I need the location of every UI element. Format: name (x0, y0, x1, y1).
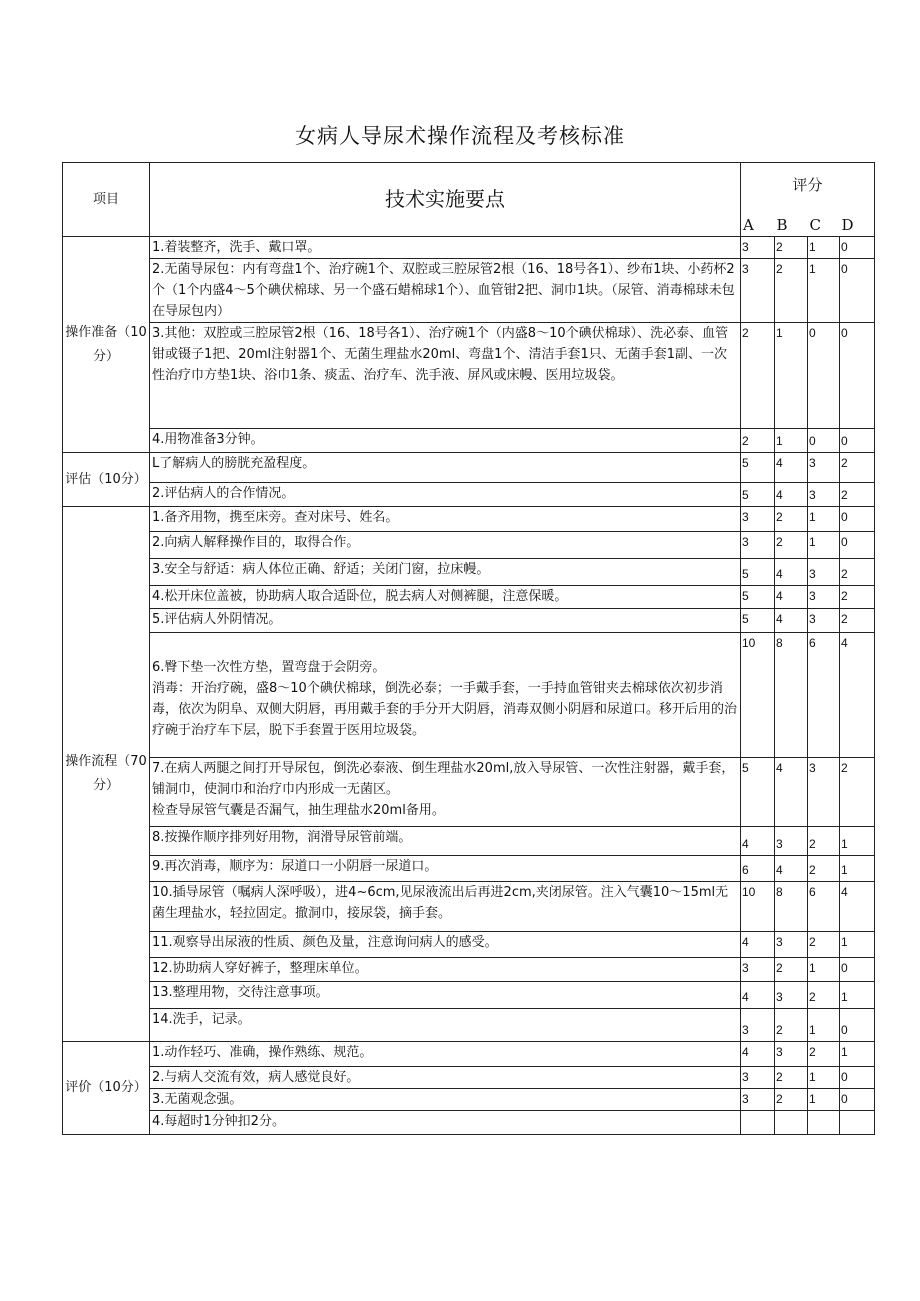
header-score: 评分 (741, 163, 875, 207)
header-item: 项目 (63, 163, 150, 237)
criteria-text (150, 1111, 741, 1135)
criteria-text (150, 856, 741, 882)
score-a: 3 (741, 259, 775, 323)
criteria-line: 3.无菌观念强。 (152, 1092, 243, 1107)
score-b: 2 (775, 507, 808, 532)
score-d: 1 (840, 982, 875, 1009)
score-c (808, 1111, 840, 1135)
score-d: 2 (840, 559, 875, 586)
score-c: 0 (808, 429, 840, 453)
criteria-line: 1.动作轻巧、准确，操作熟练、规范。 (152, 1045, 373, 1060)
section-name: 操作准备（10分） (63, 237, 150, 453)
grade-b: B (775, 207, 808, 237)
score-a: 5 (741, 559, 775, 586)
criteria-text (150, 323, 741, 429)
score-b: 2 (775, 958, 808, 982)
criteria-text (150, 1009, 741, 1042)
score-c: 3 (808, 586, 840, 609)
score-a: 5 (741, 609, 775, 633)
score-c: 6 (808, 633, 840, 758)
criteria-line: 12.协助病人穿好裤子，整理床单位。 (152, 961, 368, 976)
table-row (63, 982, 875, 1009)
table-row (63, 532, 875, 559)
table-row (63, 429, 875, 453)
grade-d: D (840, 207, 875, 237)
score-b: 1 (775, 429, 808, 453)
criteria-text (150, 932, 741, 958)
score-b: 2 (775, 1089, 808, 1111)
criteria-line: 7.在病人两腿之间打开导尿包，倒洗必泰液、倒生理盐水20ml,放入导尿管、一次性注射器，戴手套，铺洞巾，使洞巾和治疗巾内形成一无菌区。 (152, 761, 735, 797)
score-d: 2 (840, 758, 875, 827)
criteria-line: 4.每超时1分钟扣2分。 (152, 1114, 285, 1129)
criteria-line: 2.无菌导尿包：内有弯盘1个、治疗碗1个、双腔或三腔尿管2根（16、18号各1）、纱布1块、小药杯2个（1个内盛4～5个碘伏棉球、另一个盛石蜡棉球1个）、血管钳2把、洞巾1块。（尿管、消毒棉球未包在导尿包内） (152, 262, 735, 319)
score-b: 4 (775, 559, 808, 586)
score-a: 4 (741, 932, 775, 958)
assessment-table (62, 162, 875, 1135)
score-c: 2 (808, 1042, 840, 1067)
table-row (63, 856, 875, 882)
score-b: 2 (775, 1067, 808, 1089)
score-d: 1 (840, 827, 875, 856)
score-d: 0 (840, 532, 875, 559)
table-row (63, 1067, 875, 1089)
score-c: 3 (808, 609, 840, 633)
score-a: 3 (741, 1089, 775, 1111)
page-title: 女病人导尿术操作流程及考核标准 (295, 124, 625, 148)
criteria-line: 14.洗手，记录。 (152, 1012, 251, 1027)
score-b: 4 (775, 856, 808, 882)
score-d: 2 (840, 586, 875, 609)
score-d: 0 (840, 958, 875, 982)
criteria-text (150, 586, 741, 609)
score-a: 5 (741, 453, 775, 483)
criteria-text (150, 559, 741, 586)
score-d: 0 (840, 1067, 875, 1089)
criteria-line: 2.向病人解释操作目的，取得合作。 (152, 535, 360, 550)
criteria-text (150, 483, 741, 507)
score-d: 4 (840, 633, 875, 758)
criteria-line: 3.其他：双腔或三腔尿管2根（16、18号各1）、治疗碗1个（内盛8～10个碘伏棉球）、洗必泰、血管钳或镊子1把、20ml注射器1个、无菌生理盐水20ml、弯盘1个、清洁手套1只、无菌手套1副、一次性治疗巾方垫1块、浴巾1条、痰盂、治疗车、洗手液、屏风或床幔、医用垃圾袋。 (152, 326, 729, 383)
table-row (63, 1009, 875, 1042)
criteria-line: L了解病人的膀胱充盈程度。 (152, 456, 316, 471)
criteria-text (150, 633, 741, 758)
criteria-text (150, 259, 741, 323)
score-a: 5 (741, 483, 775, 507)
score-a: 2 (741, 429, 775, 453)
score-d: 0 (840, 507, 875, 532)
criteria-line: 2.评估病人的合作情况。 (152, 486, 295, 501)
score-c: 1 (808, 532, 840, 559)
score-a: 3 (741, 1067, 775, 1089)
score-b: 3 (775, 932, 808, 958)
score-c: 1 (808, 237, 840, 259)
score-d: 0 (840, 259, 875, 323)
score-a: 5 (741, 586, 775, 609)
table-row (63, 758, 875, 827)
score-d: 0 (840, 1009, 875, 1042)
score-b: 2 (775, 259, 808, 323)
criteria-text (150, 827, 741, 856)
table-row (63, 609, 875, 633)
score-a: 4 (741, 1042, 775, 1067)
score-c: 2 (808, 827, 840, 856)
score-c: 3 (808, 453, 840, 483)
score-d: 4 (840, 882, 875, 932)
score-d: 2 (840, 453, 875, 483)
criteria-text (150, 1089, 741, 1111)
score-d: 2 (840, 483, 875, 507)
score-d: 0 (840, 237, 875, 259)
table-row (63, 323, 875, 429)
grade-a: A (741, 207, 775, 237)
score-b: 4 (775, 586, 808, 609)
table-row (63, 633, 875, 758)
score-c: 3 (808, 483, 840, 507)
table-row (63, 237, 875, 259)
score-d: 0 (840, 1089, 875, 1111)
criteria-line: 5.评估病人外阴情况。 (152, 612, 282, 627)
score-a: 4 (741, 827, 775, 856)
score-d: 1 (840, 1042, 875, 1067)
criteria-text (150, 1067, 741, 1089)
score-b: 8 (775, 633, 808, 758)
score-b (775, 1111, 808, 1135)
table-row (63, 932, 875, 958)
criteria-line: 6.臀下垫一次性方垫，置弯盘于会阴旁。 (152, 660, 386, 675)
score-a: 5 (741, 758, 775, 827)
score-d: 0 (840, 429, 875, 453)
score-c: 2 (808, 932, 840, 958)
score-c: 1 (808, 1089, 840, 1111)
criteria-line: 3.安全与舒适：病人体位正确、舒适；关闭门窗，拉床幔。 (152, 562, 490, 577)
score-a: 6 (741, 856, 775, 882)
table-row (63, 483, 875, 507)
criteria-line: 4.松开床位盖被，协助病人取合适卧位，脱去病人对侧裤腿，注意保暖。 (152, 589, 568, 604)
score-a: 3 (741, 532, 775, 559)
score-d: 2 (840, 609, 875, 633)
criteria-text (150, 958, 741, 982)
criteria-text (150, 1042, 741, 1067)
criteria-text (150, 609, 741, 633)
criteria-line: 1.着装整齐，洗手、戴口罩。 (152, 240, 321, 255)
table-row (63, 259, 875, 323)
score-a: 3 (741, 958, 775, 982)
score-b: 3 (775, 982, 808, 1009)
criteria-line: 检查导尿管气囊是否漏气，抽生理盐水20ml备用。 (152, 803, 445, 818)
criteria-line: 10.插导尿管（嘱病人深呼吸），进4~6cm,见尿液流出后再进2cm,夹闭尿管。注入气囊10～15ml无菌生理盐水，轻拉固定。撤洞巾，接尿袋，摘手套。 (152, 885, 729, 921)
criteria-text (150, 982, 741, 1009)
score-b: 2 (775, 237, 808, 259)
score-a: 3 (741, 237, 775, 259)
score-c: 6 (808, 882, 840, 932)
criteria-text (150, 507, 741, 532)
section-name: 评估（10分） (63, 453, 150, 507)
criteria-text (150, 453, 741, 483)
criteria-line: 8.按操作顺序排列好用物，润滑导尿管前端。 (152, 830, 412, 845)
table-row (63, 958, 875, 982)
score-d (840, 1111, 875, 1135)
criteria-text (150, 237, 741, 259)
score-c: 2 (808, 982, 840, 1009)
criteria-line: 11.观察导出尿液的性质、颜色及量，注意询问病人的感受。 (152, 935, 498, 950)
score-a: 3 (741, 507, 775, 532)
score-d: 1 (840, 856, 875, 882)
table-row (63, 453, 875, 483)
table-row (63, 507, 875, 532)
score-c: 1 (808, 507, 840, 532)
table-row (63, 1111, 875, 1135)
table-row (63, 1089, 875, 1111)
criteria-line: 13.整理用物，交待注意事项。 (152, 985, 329, 1000)
header-main: 技术实施要点 (150, 163, 741, 237)
score-c: 1 (808, 259, 840, 323)
score-a (741, 1111, 775, 1135)
criteria-line: 4.用物准备3分钟。 (152, 432, 264, 447)
score-b: 4 (775, 453, 808, 483)
table-row (63, 1042, 875, 1067)
grade-c: C (808, 207, 840, 237)
criteria-text (150, 758, 741, 827)
score-b: 2 (775, 1009, 808, 1042)
section-name: 评价（10分） (63, 1042, 150, 1135)
score-b: 3 (775, 1042, 808, 1067)
criteria-line: 2.与病人交流有效，病人感觉良好。 (152, 1070, 360, 1085)
score-b: 1 (775, 323, 808, 429)
criteria-line: 消毒：开治疗碗，盛8～10个碘伏棉球，倒洗必泰；一手戴手套，一手持血管钳夹去棉球依次初步消毒，依次为阴阜、双侧大阴唇，再用戴手套的手分开大阴唇，消毒双侧小阴唇和尿道口。移开后用的治疗碗于治疗车下层，脱下手套置于医用垃圾袋。 (152, 681, 738, 738)
criteria-text (150, 882, 741, 932)
score-a: 10 (741, 882, 775, 932)
score-b: 2 (775, 532, 808, 559)
criteria-line: 9.再次消毒，顺序为：尿道口一小阴唇一尿道口。 (152, 859, 438, 874)
section-name: 操作流程（70分） (63, 507, 150, 1042)
score-c: 1 (808, 1067, 840, 1089)
table-row (63, 586, 875, 609)
score-d: 1 (840, 932, 875, 958)
score-b: 4 (775, 609, 808, 633)
score-b: 4 (775, 758, 808, 827)
table-row (63, 559, 875, 586)
criteria-line: 1.备齐用物，携至床旁。查对床号、姓名。 (152, 510, 399, 525)
score-c: 1 (808, 958, 840, 982)
score-a: 4 (741, 982, 775, 1009)
score-c: 1 (808, 1009, 840, 1042)
score-c: 3 (808, 559, 840, 586)
table-row (63, 882, 875, 932)
score-b: 8 (775, 882, 808, 932)
score-a: 3 (741, 1009, 775, 1042)
score-a: 2 (741, 323, 775, 429)
score-d: 0 (840, 323, 875, 429)
criteria-text (150, 532, 741, 559)
score-c: 0 (808, 323, 840, 429)
score-a: 10 (741, 633, 775, 758)
score-b: 4 (775, 483, 808, 507)
score-c: 2 (808, 856, 840, 882)
criteria-text (150, 429, 741, 453)
score-c: 3 (808, 758, 840, 827)
score-b: 3 (775, 827, 808, 856)
table-row (63, 827, 875, 856)
